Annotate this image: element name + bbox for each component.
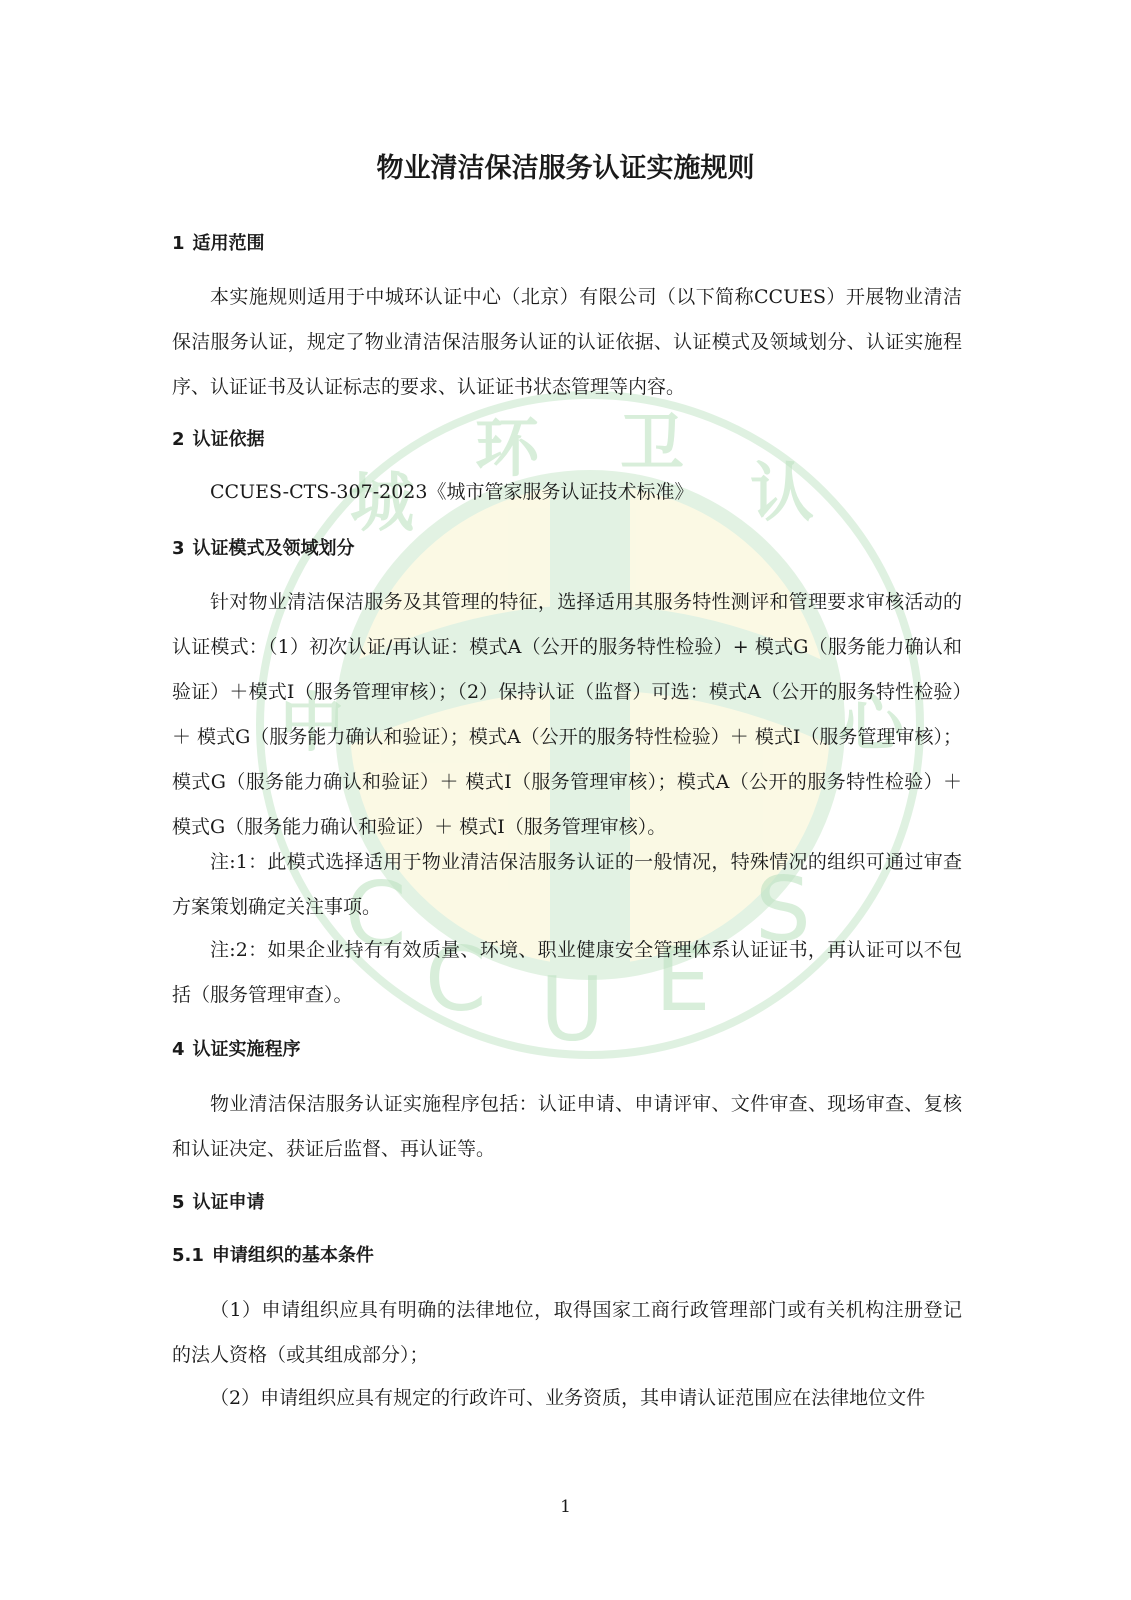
section-heading-4 <box>172 1038 301 1062</box>
watermark-char-6: 心 <box>840 687 904 761</box>
section-number: 4 <box>172 1039 185 1060</box>
svg-text:E: E <box>655 928 711 1031</box>
section-heading-1 <box>172 232 265 256</box>
document-title: 物业清洁保洁服务认证实施规则 <box>376 153 755 184</box>
paragraph-basis: CCUES-CTS-307-2023《城市管家服务认证技术标准》 <box>210 481 694 503</box>
section-number: 5.1 <box>172 1245 204 1266</box>
paragraph-scope: 本实施规则适用于中城环认证中心（北京）有限公司（以下简称CCUES）开展物业清洁保洁服务认证，规定了物业清洁保洁服务认证的认证依据、认证模式及领域划分、认证实施程序、认证证书及认证标志的要求、认证证书状态管理等内容。 <box>172 286 962 398</box>
svg-text:S: S <box>755 858 811 961</box>
section-heading-2 <box>172 428 265 452</box>
svg-text:C: C <box>425 928 487 1031</box>
paragraph-procedure: 物业清洁保洁服务认证实施程序包括：认证申请、申请评审、文件审查、现场审查、复核和认证决定、获证后监督、再认证等。 <box>172 1093 962 1160</box>
section-title: 认证模式及领域划分 <box>192 538 355 559</box>
section-heading-5 <box>172 1191 265 1215</box>
section-heading-5-1 <box>172 1244 374 1268</box>
watermark-char-4: 认 <box>750 457 814 531</box>
paragraph-condition-1: （1）申请组织应具有明确的法律地位，取得国家工商行政管理部门或有关机构注册登记的法人资格（或其组成部分）； <box>172 1299 962 1366</box>
section-title: 认证依据 <box>192 429 265 450</box>
page-number: 1 <box>560 1497 571 1517</box>
section-title: 适用范围 <box>192 233 265 254</box>
section-number: 3 <box>172 538 185 559</box>
watermark-char-3: 卫 <box>620 407 684 481</box>
section-title: 申请组织的基本条件 <box>211 1245 374 1266</box>
paragraph-modes: 针对物业清洁保洁服务及其管理的特征，选择适用其服务特性测评和管理要求审核活动的认证模式：（1）初次认证/再认证：模式A（公开的服务特性检验）+ 模式G（服务能力确认和验证）＋模式I（服务管理审核）；（2）保持认证（监督）可选：模式A（公开的服务特性检验）＋ 模式G（服务能力确认和验证）；模式A（公开的服务特性检验）＋ 模式I（服务管理审核）；模式G（服务能力确认和验证）＋ 模式I（服务管理审核）；模式A（公开的服务特性检验）＋ 模式G（服务能力确认和验证）＋ 模式I（服务管理审核）。 <box>172 591 962 838</box>
section-number: 5 <box>172 1192 185 1213</box>
section-number: 1 <box>172 233 185 254</box>
watermark-char-5: 中 <box>280 687 344 761</box>
svg-text:U: U <box>540 958 605 1061</box>
paragraph-condition-2: （2）申请组织应具有规定的行政许可、业务资质，其申请认证范围应在法律地位文件 <box>210 1387 926 1409</box>
paragraph-note-2: 注:2：如果企业持有有效质量、环境、职业健康安全管理体系认证证书，再认证可以不包括（服务管理审查）。 <box>172 939 962 1006</box>
watermark-char-1: 城 <box>350 467 414 541</box>
section-title: 认证申请 <box>192 1192 265 1213</box>
section-number: 2 <box>172 429 185 450</box>
paragraph-note-1: 注:1：此模式选择适用于物业清洁保洁服务认证的一般情况，特殊情况的组织可通过审查方案策划确定关注事项。 <box>172 851 962 918</box>
section-title: 认证实施程序 <box>192 1039 301 1060</box>
svg-text:C: C <box>345 863 407 966</box>
watermark-char-2: 环 <box>475 412 539 486</box>
section-heading-3 <box>172 537 355 561</box>
